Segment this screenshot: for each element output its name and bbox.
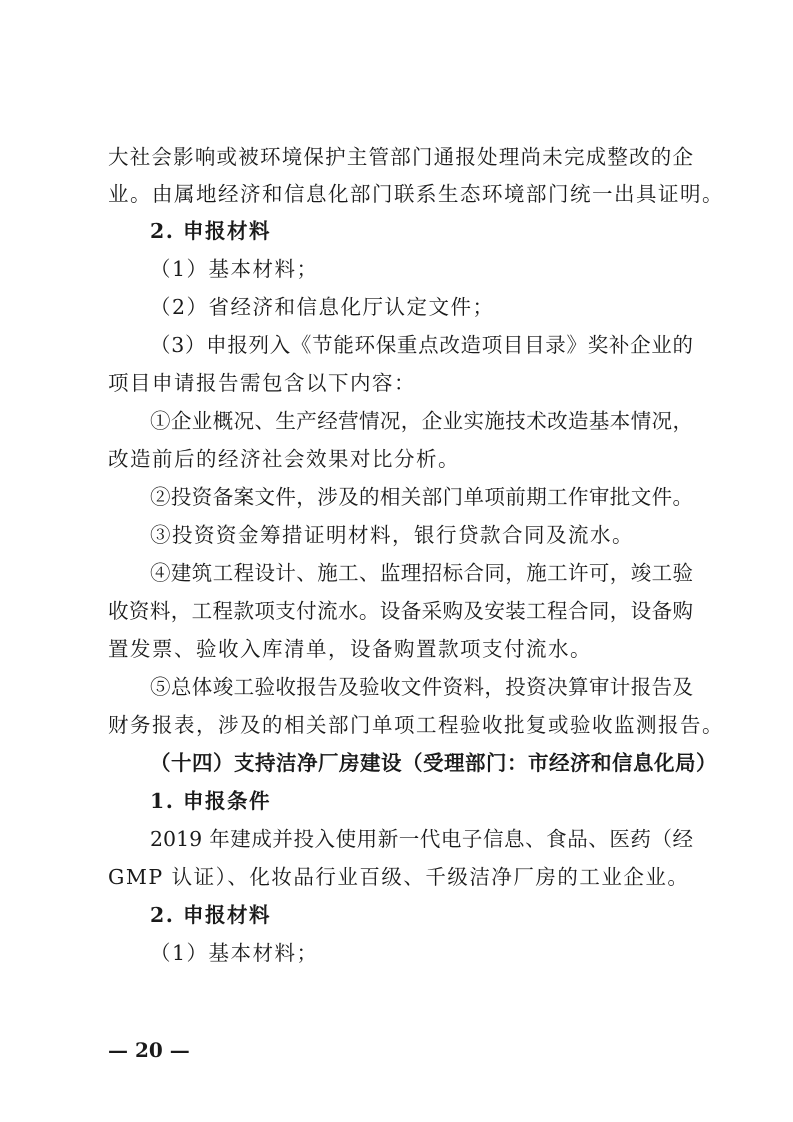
section-heading: 1. 申报条件 bbox=[150, 789, 272, 813]
paragraph-line: 业。由属地经济和信息化部门联系生态环境部门统一出具证明。 bbox=[108, 182, 724, 206]
paragraph-line: 项目申请报告需包含以下内容： bbox=[108, 371, 416, 395]
section-heading: 2. 申报材料 bbox=[150, 903, 272, 927]
paragraph-line: 财务报表，涉及的相关部门单项工程验收批复或验收监测报告。 bbox=[108, 713, 724, 737]
paragraph-line: 大社会影响或被环境保护主管部门通报处理尚未完成整改的企 bbox=[108, 145, 693, 169]
paragraph-line: 置发票、验收入库清单，设备购置款项支付流水。 bbox=[108, 637, 592, 661]
section-heading: （十四）支持洁净厂房建设（受理部门：市经济和信息化局） bbox=[150, 751, 717, 775]
section-heading: 2. 申报材料 bbox=[150, 219, 272, 243]
paragraph-line: 改造前后的经济社会效果对比分析。 bbox=[108, 447, 460, 471]
list-item: （1）基本材料； bbox=[150, 257, 319, 281]
list-item: ①企业概况、生产经营情况，企业实施技术改造基本情况， bbox=[150, 409, 693, 433]
paragraph-line: GMP 认证）、化妆品行业百级、千级洁净厂房的工业企业。 bbox=[108, 865, 690, 889]
list-item: ②投资备案文件，涉及的相关部门单项前期工作审批文件。 bbox=[150, 485, 693, 509]
list-item: （3）申报列入《节能环保重点改造项目目录》奖补企业的 bbox=[150, 333, 693, 357]
list-item: （1）基本材料； bbox=[150, 941, 319, 965]
list-item: ⑤总体竣工验收报告及验收文件资料，投资决算审计报告及 bbox=[150, 675, 693, 699]
paragraph-line: 2019 年建成并投入使用新一代电子信息、食品、医药（经 bbox=[150, 827, 693, 851]
list-item: ③投资资金筹措证明材料，银行贷款合同及流水。 bbox=[150, 523, 634, 547]
list-item: （2）省经济和信息化厅认定文件； bbox=[150, 295, 495, 319]
paragraph-line: 收资料，工程款项支付流水。设备采购及安装工程合同，设备购 bbox=[108, 599, 693, 623]
page-number: — 20 — bbox=[108, 1038, 190, 1062]
list-item: ④建筑工程设计、施工、监理招标合同，施工许可，竣工验 bbox=[150, 561, 693, 585]
